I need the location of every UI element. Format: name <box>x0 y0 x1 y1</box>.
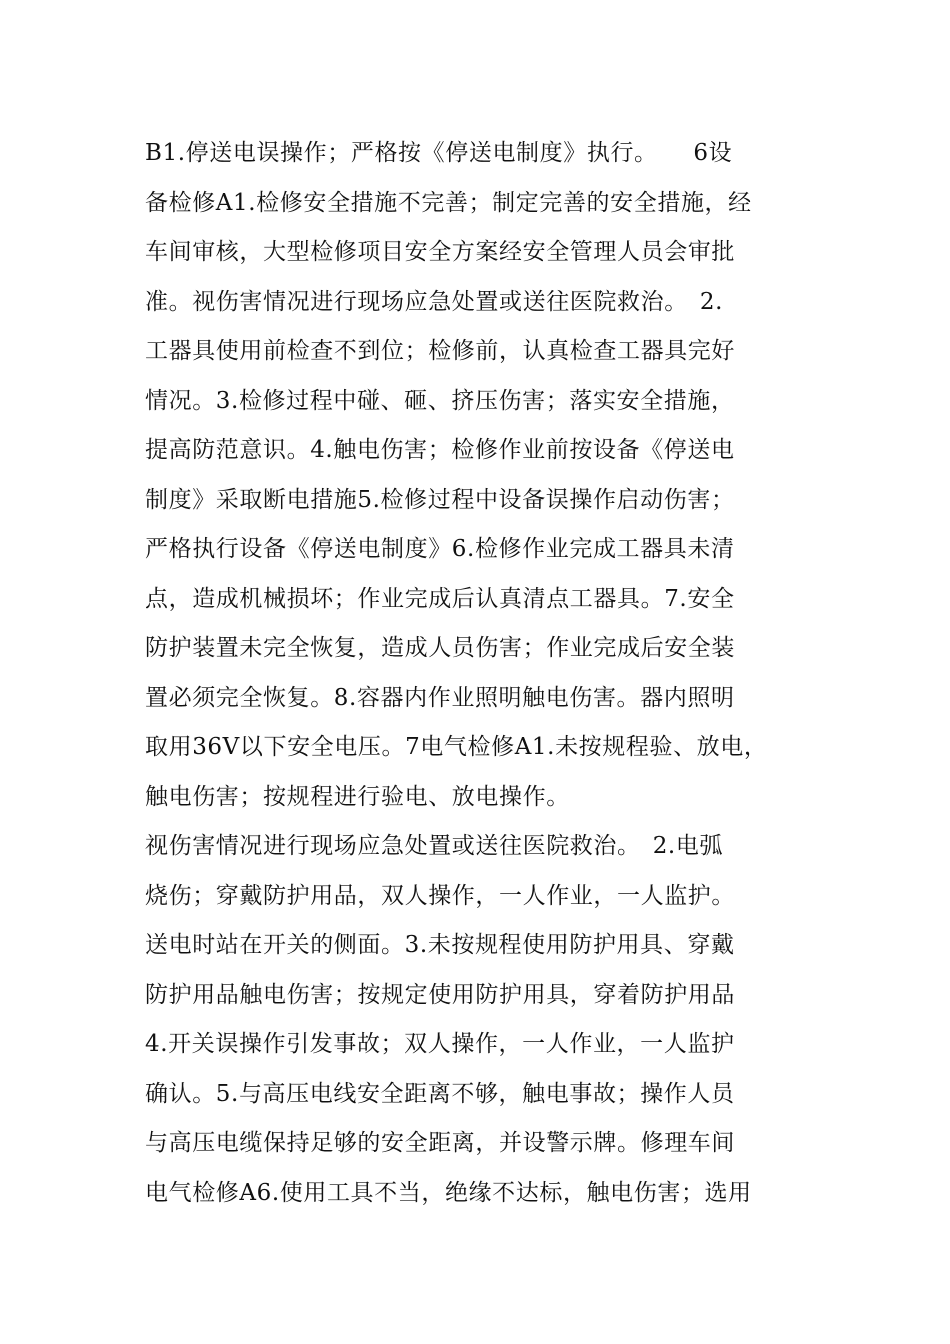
text-line: 置必须完全恢复。8.容器内作业照明触电伤害。器内照明 <box>145 684 735 711</box>
text-line: 工器具使用前检查不到位；检修前，认真检查工器具完好 <box>145 338 735 364</box>
text-line: 视伤害情况进行现场应急处置或送往医院救治。 2.电弧 <box>145 833 724 859</box>
text-line: 车间审核，大型检修项目安全方案经安全管理人员会审批 <box>145 239 735 265</box>
text-line: 烧伤；穿戴防护用品，双人操作，一人作业，一人监护。 <box>145 882 735 909</box>
text-line: 情况。3.检修过程中碰、砸、挤压伤害；落实安全措施， <box>145 387 735 414</box>
text-line: 确认。5.与高压电线安全距离不够，触电事故；操作人员 <box>145 1080 735 1107</box>
paragraph-1 <box>145 129 835 822</box>
text-line: 电气检修A6.使用工具不当，绝缘不达标，触电伤害；选用 <box>145 1179 752 1206</box>
paragraph-2 <box>145 822 835 1218</box>
text-line: B1.停送电误操作；严格按《停送电制度》执行。 6设 <box>145 140 733 166</box>
text-line: 取用36V以下安全电压。7电气检修A1.未按规程验、放电， <box>145 734 768 760</box>
text-line: 准。视伤害情况进行现场应急处置或送往医院救治。 2. <box>145 288 724 315</box>
text-line: 防护装置未完全恢复，造成人员伤害；作业完成后安全装 <box>145 635 735 661</box>
text-line: 备检修A1.检修安全措施不完善；制定完善的安全措施，经 <box>145 189 752 216</box>
text-line: 送电时站在开关的侧面。3.未按规程使用防护用具、穿戴 <box>145 932 735 958</box>
text-line: 提高防范意识。4.触电伤害；检修作业前按设备《停送电 <box>145 437 735 463</box>
text-line: 严格执行设备《停送电制度》6.检修作业完成工器具未清 <box>145 536 735 562</box>
text-line: 触电伤害；按规程进行验电、放电操作。 <box>145 783 570 810</box>
text-line: 与高压电缆保持足够的安全距离，并设警示牌。修理车间 <box>145 1130 735 1156</box>
text-line: 制度》采取断电措施5.检修过程中设备误操作启动伤害； <box>145 486 735 513</box>
text-line: 4.开关误操作引发事故；双人操作，一人作业，一人监护 <box>145 1031 735 1057</box>
text-line: 防护用品触电伤害；按规定使用防护用具，穿着防护用品 <box>145 981 735 1008</box>
text-line: 点，造成机械损坏；作业完成后认真清点工器具。7.安全 <box>145 585 735 612</box>
